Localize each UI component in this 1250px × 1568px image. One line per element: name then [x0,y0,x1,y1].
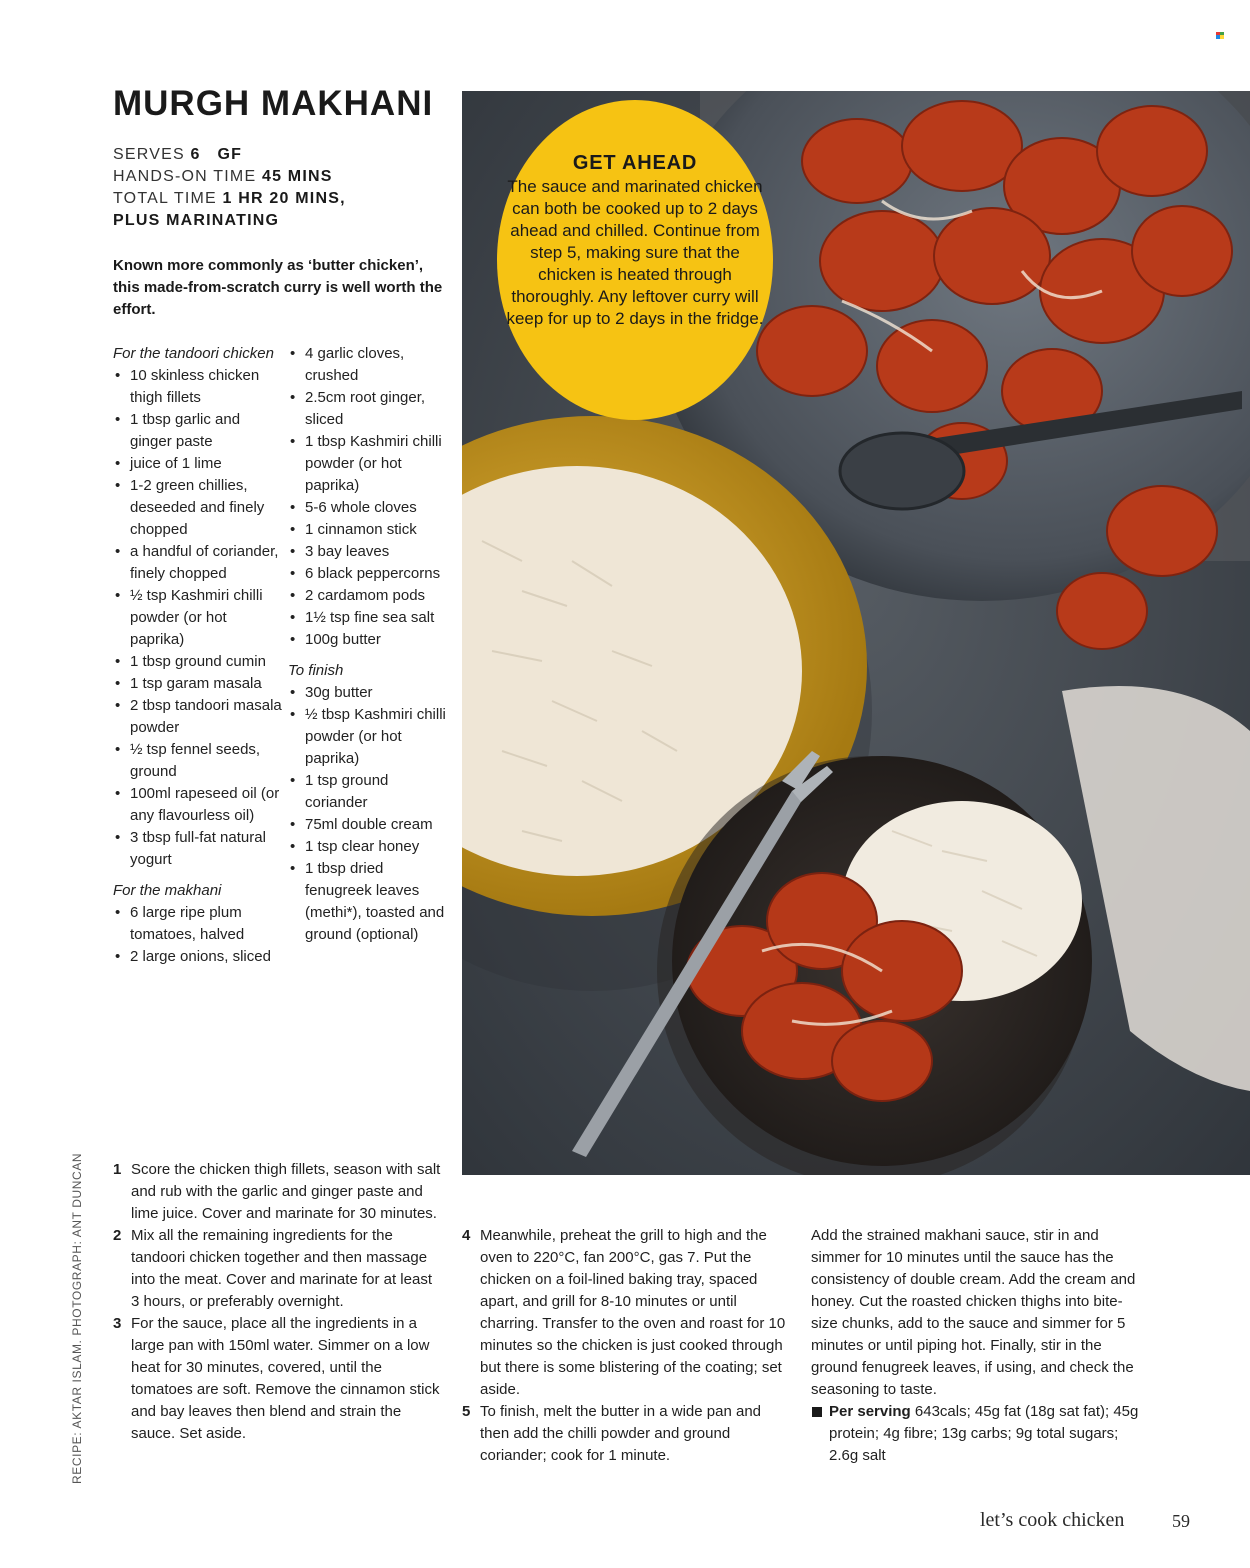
step-text: For the sauce, place all the ingredients in a large pan with 150ml water. Simmer on a low heat for 30 minutes, covered, until the tomatoes are soft. Remove the cinnamon stick and bay leaves then blend and strain the sauce. Set aside. [131,1315,440,1442]
ingredient-item: • ½ tsp fennel seeds, ground [113,739,283,783]
ingredient-item: • juice of 1 lime [113,453,283,475]
ingredient-item: • 1 tsp clear honey [288,836,448,858]
step-text: Meanwhile, preheat the grill to high and the oven to 220°C, fan 200°C, gas 7. Put the chicken on a foil-lined baking tray, spaced apart, and grill for 8-10 minutes or until charring. Transfer to the oven and roast for 10 minutes so the chicken is just cooked through but there is some blistering of the coating; set aside. [480,1227,786,1398]
diet-badge: GF [217,146,243,163]
hands-on-label: HANDS-ON TIME [113,168,257,185]
recipe-intro: Known more commonly as ‘butter chicken’, this made-from-scratch curry is well worth the effort. [113,257,443,318]
step-number: 1 [113,1161,122,1178]
ingredient-item: • a handful of coriander, finely chopped [113,541,283,585]
method-column-3 [811,1225,1141,1467]
tandoori-group-title: For the tandoori chicken [113,345,274,362]
step-number: 4 [462,1227,471,1244]
ingredients-column-right [288,343,448,946]
hands-on-value: 45 MINS [261,168,333,185]
page-number: 59 [1172,1511,1190,1531]
nutrition-label: Per serving [829,1403,911,1420]
method-step-3 [113,1313,443,1445]
ingredients-column-left [113,343,283,968]
ingredient-item: • 6 large ripe plum tomatoes, halved [113,902,283,946]
ingredient-item: • 6 black peppercorns [288,563,448,585]
ingredient-item: • 1 tsp ground coriander [288,770,448,814]
ingredient-item: • 3 bay leaves [288,541,448,563]
ingredient-item: • 1 tbsp garlic and ginger paste [113,409,283,453]
finish-group-title: To finish [288,662,344,679]
ingredient-item: • 4 garlic cloves, crushed [288,343,448,387]
ingredient-item: • 1 tbsp ground cumin [113,651,283,673]
ingredient-item: • 1 tbsp Kashmiri chilli powder (or hot paprika) [288,431,448,497]
method-step-2 [113,1225,443,1313]
step-number: 3 [113,1315,122,1332]
ingredient-item: • 1-2 green chillies, deseeded and finely chopped [113,475,283,541]
makhani-ingredients-list-cont [288,343,448,651]
step-text: Score the chicken thigh fillets, season with salt and rub with the garlic and ginger paste and lime juice. Cover and marinate for 30 minutes. [131,1161,441,1222]
nutrition-text: 643cals; 45g fat (18g sat fat); 45g protein; 4g fibre; 13g carbs; 9g total sugars; 2.6g salt [829,1403,1139,1464]
method-step-4 [462,1225,792,1401]
ingredient-item: • 100ml rapeseed oil (or any flavourless oil) [113,783,283,827]
corner-mark-icon [1216,32,1224,39]
ingredient-item: • 1½ tsp fine sea salt [288,607,448,629]
total-time-extra: PLUS MARINATING [113,212,280,229]
recipe-meta [113,144,346,232]
ingredient-item: • 1 cinnamon stick [288,519,448,541]
method-step-5-continued: Add the strained makhani sauce, stir in and simmer for 10 minutes until the sauce has the consistency of double cream. Add the cream and honey. Cut the roasted chicken thighs into bite-size chunks, add to the sauce and simmer for 5 minutes or until piping hot. Finally, stir in the ground fenugreek leaves, if using, and check the seasoning to taste. [811,1227,1136,1398]
ingredient-item: • 2 tbsp tandoori masala powder [113,695,283,739]
finish-ingredients-list [288,682,448,946]
ingredient-item: • ½ tbsp Kashmiri chilli powder (or hot paprika) [288,704,448,770]
get-ahead-title: GET AHEAD [572,152,698,174]
ingredient-item: • 5-6 whole cloves [288,497,448,519]
ingredient-item: • 2.5cm root ginger, sliced [288,387,448,431]
method-column-2 [462,1225,792,1467]
makhani-group-title: For the makhani [113,882,222,899]
section-footer: let’s cook chicken [980,1509,1125,1531]
makhani-ingredients-list [113,902,283,968]
step-text: To finish, melt the butter in a wide pan and then add the chilli powder and ground coriander; cook for 1 minute. [480,1403,762,1464]
total-time-value: 1 HR 20 MINS, [222,190,346,207]
ingredient-item: • 2 cardamom pods [288,585,448,607]
ingredient-item: • 1 tbsp dried fenugreek leaves (methi*), toasted and ground (optional) [288,858,448,946]
ingredient-item: • 2 large onions, sliced [113,946,283,968]
ingredient-item: • 75ml double cream [288,814,448,836]
serves-value: 6 [190,146,201,163]
tandoori-ingredients-list [113,365,283,871]
method-step-1 [113,1159,443,1225]
get-ahead-callout [497,100,773,420]
step-text: Mix all the remaining ingredients for the tandoori chicken together and then massage into the meat. Cover and marinate for at least 3 hours, or preferably overnight. [131,1227,432,1310]
ingredient-item: • ½ tsp Kashmiri chilli powder (or hot paprika) [113,585,283,651]
nutrition-info [811,1401,1141,1467]
photo-credit: RECIPE: AKTAR ISLAM. PHOTOGRAPH: ANT DUNCAN [70,1152,84,1484]
ingredient-item: • 3 tbsp full-fat natural yogurt [113,827,283,871]
serves-label: SERVES [113,146,185,163]
bullet-square-icon [812,1407,822,1417]
ingredient-item: • 10 skinless chicken thigh fillets [113,365,283,409]
ingredient-item: • 30g butter [288,682,448,704]
recipe-title: MURGH MAKHANI [113,84,434,123]
ingredient-item: • 1 tsp garam masala [113,673,283,695]
step-number: 2 [113,1227,122,1244]
total-time-label: TOTAL TIME [113,190,217,207]
ingredient-item: • 100g butter [288,629,448,651]
method-column-1 [113,1159,443,1445]
get-ahead-body: The sauce and marinated chicken can both be cooked up to 2 days ahead and chilled. Continue from step 5, making sure that the chicken is heated through thoroughly. Any leftover curry will keep for up to 2 days in the fridge. [506,177,764,328]
method-step-5 [462,1401,792,1467]
step-number: 5 [462,1403,471,1420]
